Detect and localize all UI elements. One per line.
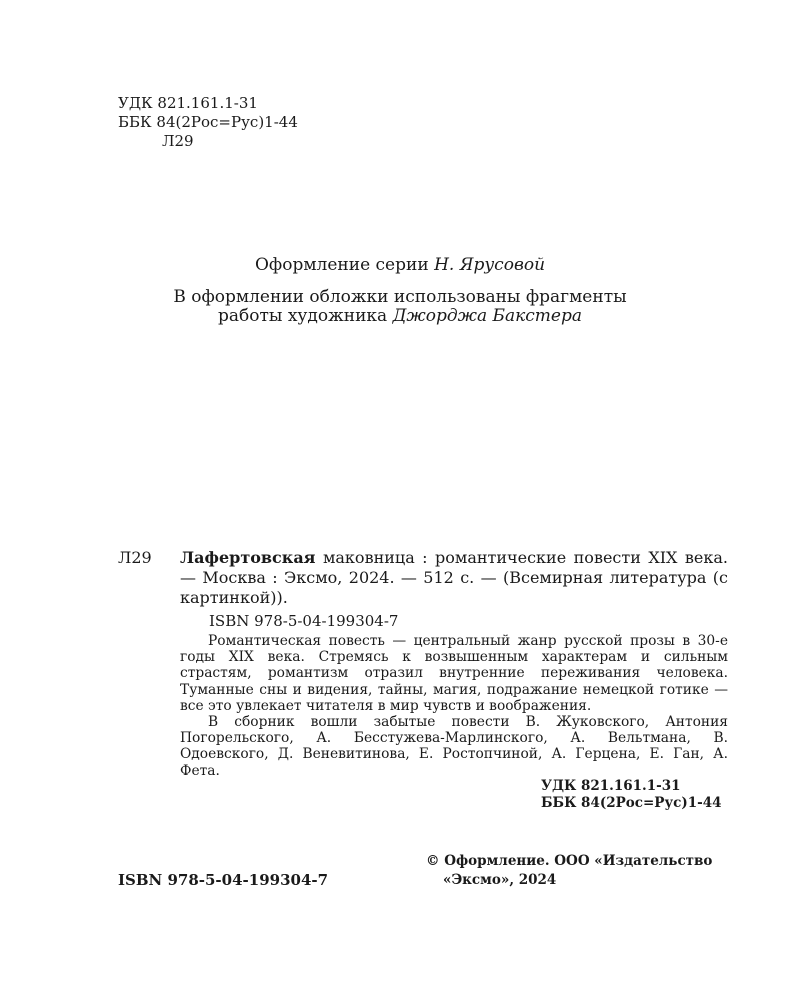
isbn-bottom: ISBN 978-5-04-199304-7 [118,871,329,889]
annotation-paragraph-2: В сборник вошли забытые повести В. Жуковского, Антония Погорельского, А. Бесстужева-Марлинского, А. Вельтмана, В. Одоевского, Д. Веневитинова, Е. Ростопчиной, А. Герцена, Е. Ган, А. Фета. [180,714,728,779]
annotation [180,633,728,779]
book-description: маковница : романтические повести XIX века. — Москва : Эксмо, 2024. — 512 с. — (Всемирная литература (с картинкой)). [180,548,728,607]
series-design-prefix: Оформление серии [254,255,435,275]
author-mark: Л29 [162,132,194,150]
copyright-line-2: «Эксмо», 2024 [443,872,557,888]
book-title-bold: Лафертовская [180,548,316,567]
isbn-line: ISBN 978-5-04-199304-7 [209,612,399,630]
series-designer-name: Н. Ярусовой [434,255,546,275]
bottom-udk: УДК 821.161.1-31 [541,778,681,794]
copyright-notice [426,852,712,890]
cover-artist-name: Джорджа Бакстера [392,306,582,326]
bibliographic-description [180,548,728,608]
bottom-classification [541,778,722,812]
bbk-code: ББК 84(2Рос=Рус)1-44 [118,113,298,131]
cover-credit-prefix: работы художника [218,306,393,326]
udk-code: УДК 821.161.1-31 [118,94,258,112]
cover-credit-line1: В оформлении обложки использованы фрагменты [173,287,627,307]
bibliographic-author-mark: Л29 [118,548,152,567]
copyright-line-1: © Оформление. ООО «Издательство [426,853,713,869]
cover-credit-line2 [0,306,800,326]
bottom-bbk: ББК 84(2Рос=Рус)1-44 [541,795,722,811]
annotation-paragraph-1: Романтическая повесть — центральный жанр русской прозы в 30-е годы XIX века. Стремясь к возвышенным характерам и сильным страстям, романтизм отразил внутренние переживания человека. Туманные сны и видения, тайны, магия, подражание немецкой готике — все это увлекает читателя в мир чувств и воображения. [180,633,728,714]
catalog-block [118,94,298,151]
series-design-credit [0,255,800,275]
